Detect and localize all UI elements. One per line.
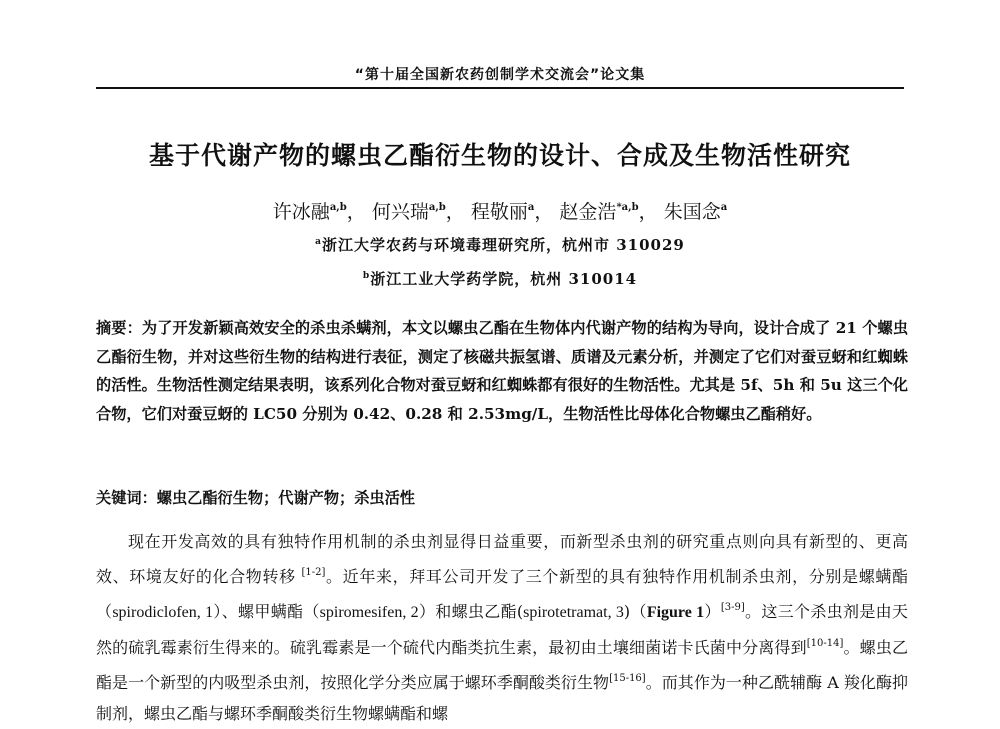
author-affil-mark: *a,b	[616, 202, 639, 213]
body-text-run: 。近年来，拜耳公司开发了三个新型的具有独特作用机制杀虫剂，分别是螺螨酯（	[96, 567, 908, 621]
abstract-label: 摘要：	[96, 319, 142, 337]
keywords	[96, 486, 908, 510]
running-header: “第十届全国新农药创制学术交流会”论文集	[354, 67, 646, 83]
body-text-run: 。这三个杀虫剂是由天然的硫乳霉素衍生得来的。硫乳霉素是一个硫代内酯类抗生素，最初由土壤细菌诺卡氏菌中分离得到	[96, 602, 908, 657]
figure-reference: Figure 1	[646, 604, 705, 621]
author-list	[96, 197, 904, 224]
citation: [15-16]	[609, 673, 646, 684]
body-paragraph	[96, 526, 908, 729]
author-name: 何兴瑞	[371, 201, 429, 223]
author-name: 许冰融	[272, 201, 330, 223]
author-name: 程敬丽	[470, 201, 528, 223]
compound-name: spiromesifen, 2	[319, 604, 419, 621]
author-affil-mark: a	[720, 202, 728, 213]
body-text-run: ）	[704, 602, 721, 621]
keywords-text: 螺虫乙酯衍生物；代谢产物；杀虫活性	[156, 489, 415, 507]
citation: [3-9]	[720, 602, 745, 613]
author-name: 朱国念	[663, 201, 721, 223]
author-separator: ，	[534, 201, 554, 223]
body-text-run: 现在开发高效的具有独特作用机制的杀虫剂显得日益重要，而新型杀虫剂的研究重点则向具有新型的、更高效、环境友好的化合物转移	[96, 532, 908, 586]
compound-name: spirodiclofen, 1	[112, 604, 214, 621]
citation: [10-14]	[806, 638, 844, 649]
author-separator: ，	[346, 201, 366, 223]
affiliation-mark: b	[362, 271, 371, 281]
affiliation-text: 浙江大学农药与环境毒理研究所，杭州市 310029	[321, 236, 685, 254]
author-separator: ，	[445, 201, 465, 223]
author-affil-mark: a	[527, 202, 535, 213]
body-text-run: 。螺虫乙酯是一个新型的内吸型杀虫剂，按照化学分类应属于螺环季酮酸类衍生物	[96, 638, 908, 692]
compound-name: spirotetramat, 3	[523, 604, 624, 621]
header-rule	[96, 87, 904, 89]
paper-title: 基于代谢产物的螺虫乙酯衍生物的设计、合成及生物活性研究	[148, 141, 851, 170]
abstract	[96, 314, 908, 428]
body-text-run: 。而其作为一种乙酰辅酶 A 羧化酶抑制剂，螺虫乙酯与螺环季酮酸类衍生物螺螨酯和螺	[96, 673, 908, 723]
citation: [1-2]	[301, 567, 326, 578]
affiliation-b	[96, 268, 904, 289]
author-separator: ，	[638, 201, 658, 223]
author-affil-mark: a,b	[329, 202, 347, 213]
abstract-text: 为了开发新颖高效安全的杀虫杀螨剂，本文以螺虫乙酯在生物体内代谢产物的结构为导向，设计合成了 21 个螺虫乙酯衍生物，并对这些衍生物的结构进行表征，测定了核磁共振氢谱、质谱及元素分析，并测定了它们对蚕豆蚜和红蜘蛛的活性。生物活性测定结果表明，该系列化合物对蚕豆蚜和红蜘蛛都有很好的生物活性。尤其是 5f、5h 和 5u 这三个化合物，它们对蚕豆蚜的 LC50 分别为 0.42、0.28 和 2.53mg/L，生物活性比母体化合物螺虫乙酯稍好。	[96, 319, 909, 423]
affiliation-mark: a	[315, 237, 322, 247]
body-text-run: )（	[623, 602, 647, 621]
body-text-run: ）和螺虫乙酯(	[418, 602, 524, 621]
author-name: 赵金浩	[559, 201, 617, 223]
body-text-run: ）、螺甲螨酯（	[213, 602, 320, 621]
affiliation-a	[96, 234, 904, 255]
affiliation-text: 浙江工业大学药学院，杭州 310014	[370, 270, 638, 288]
author-affil-mark: a,b	[428, 202, 446, 213]
keywords-label: 关键词：	[96, 489, 157, 507]
